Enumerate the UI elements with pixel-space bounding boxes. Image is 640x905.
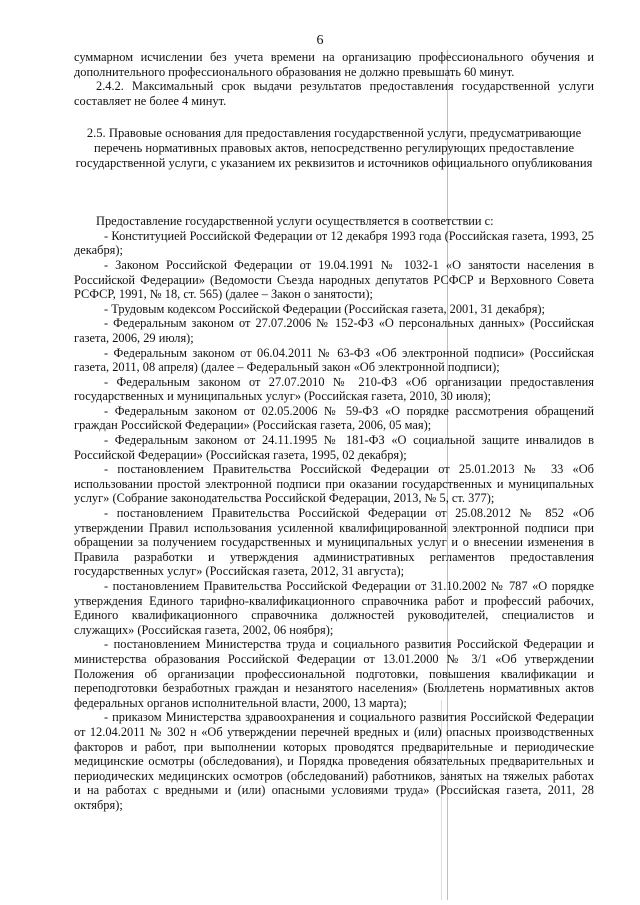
paragraph-2-4-2: 2.4.2. Максимальный срок выдачи результатов предоставления государственной услуги составляет не более 4 минут. bbox=[74, 79, 594, 108]
list-item: - постановлением Правительства Российской Федерации от 31.10.2002 № 787 «О порядке утверждения Единого тарифно-квалификационного справочника работ и профессий рабочих, Единого квалификационного справочника должностей руководителей, специалистов и служащих» (Российская газета, 2002, 06 ноября); bbox=[74, 579, 594, 637]
list-item: - постановлением Правительства Российской Федерации от 25.01.2013 № 33 «Об использовании простой электронной подписи при оказании государственных и муниципальных услуг» (Собрание законодательства Российской Федерации, 2013, № 5, ст. 377); bbox=[74, 462, 594, 506]
list-item: - Конституцией Российской Федерации от 12 декабря 1993 года (Российская газета, 1993, 25 декабря); bbox=[74, 228, 594, 258]
legal-acts-list bbox=[74, 229, 594, 813]
page-number: 6 bbox=[316, 33, 324, 48]
document-body bbox=[74, 50, 594, 813]
list-item: - приказом Министерства здравоохранения и социального развития Российской Федерации от 12.04.2011 № 302 н «Об утверждении перечней вредных и (или) опасных производственных факторов и работ, при выполнении которых проводятся предварительные и периодические медицинские осмотры (обследования), и Порядка проведения обязательных предварительных и периодических медицинских осмотров (обследований) работников, занятых на тяжелых работах и на работах с вредными и (или) опасными условиями труда» (Российская газета, 2011, 28 октября); bbox=[74, 710, 594, 812]
list-item: - Федеральным законом от 06.04.2011 № 63-ФЗ «Об электронной подписи» (Российская газета, 2011, 08 апреля) (далее – Федеральный закон «Об электронной подписи); bbox=[74, 345, 594, 375]
spacer bbox=[74, 170, 594, 214]
list-item: - Федеральным законом от 02.05.2006 № 59-ФЗ «О порядке рассмотрения обращений граждан Российской Федерации» (Российская газета, 2006, 05 мая); bbox=[74, 403, 594, 433]
section-heading-2-5: 2.5. Правовые основания для предоставления государственной услуги, предусматривающие перечень нормативных правовых актов, непосредственно регулирующих предоставление государственной услуги, с указанием их реквизитов и источников официального опубликования bbox=[75, 126, 593, 170]
list-item: - Федеральным законом от 24.11.1995 № 181-ФЗ «О социальной защите инвалидов в Российской Федерации» (Российская газета, 1995, 02 декабря); bbox=[74, 433, 594, 462]
list-item: - постановлением Правительства Российской Федерации от 25.08.2012 № 852 «Об утверждении Правил использования усиленной квалифицированной электронной подписи при обращении за получением государственных и муниципальных услуг и о внесении изменения в Правила разработки и утверждения административных регламентов предоставления государственных услуг» (Российская газета, 2012, 31 августа); bbox=[74, 506, 594, 579]
list-item: - постановлением Министерства труда и социального развития Российской Федерации и министерства образования Российской Федерации от 13.01.2000 № 3/1 «Об утверждении Положения об организации профессиональной подготовки, повышения квалификации и переподготовки безработных граждан и незанятого населения» (Бюллетень нормативных актов федеральных органов исполнительной власти, 2000, 13 марта); bbox=[74, 637, 594, 710]
list-item: - Федеральным законом от 27.07.2006 № 152-ФЗ «О персональных данных» (Российская газета, 2006, 29 июля); bbox=[74, 316, 594, 345]
list-item: - Трудовым кодексом Российской Федерации (Российская газета, 2001, 31 декабря); bbox=[104, 301, 546, 316]
list-item: - Федеральным законом от 27.07.2010 № 210-ФЗ «Об организации предоставления государственных и муниципальных услуг» (Российская газета, 2010, 30 июля); bbox=[74, 374, 594, 404]
intro-paragraph: Предоставление государственной услуги осуществляется в соответствии с: bbox=[96, 214, 494, 229]
list-item: - Законом Российской Федерации от 19.04.1991 № 1032-1 «О занятости населения в Российской Федерации» (Ведомости Съезда народных депутатов РСФСР и Верховного Совета РСФСР, 1991, № 18, ст. 565) (далее – Закон о занятости); bbox=[74, 257, 594, 302]
paragraph-continuation: суммарном исчислении без учета времени на организацию профессионального обучения и дополнительного профессионального образования не должно превышать 60 минут. bbox=[74, 50, 594, 79]
